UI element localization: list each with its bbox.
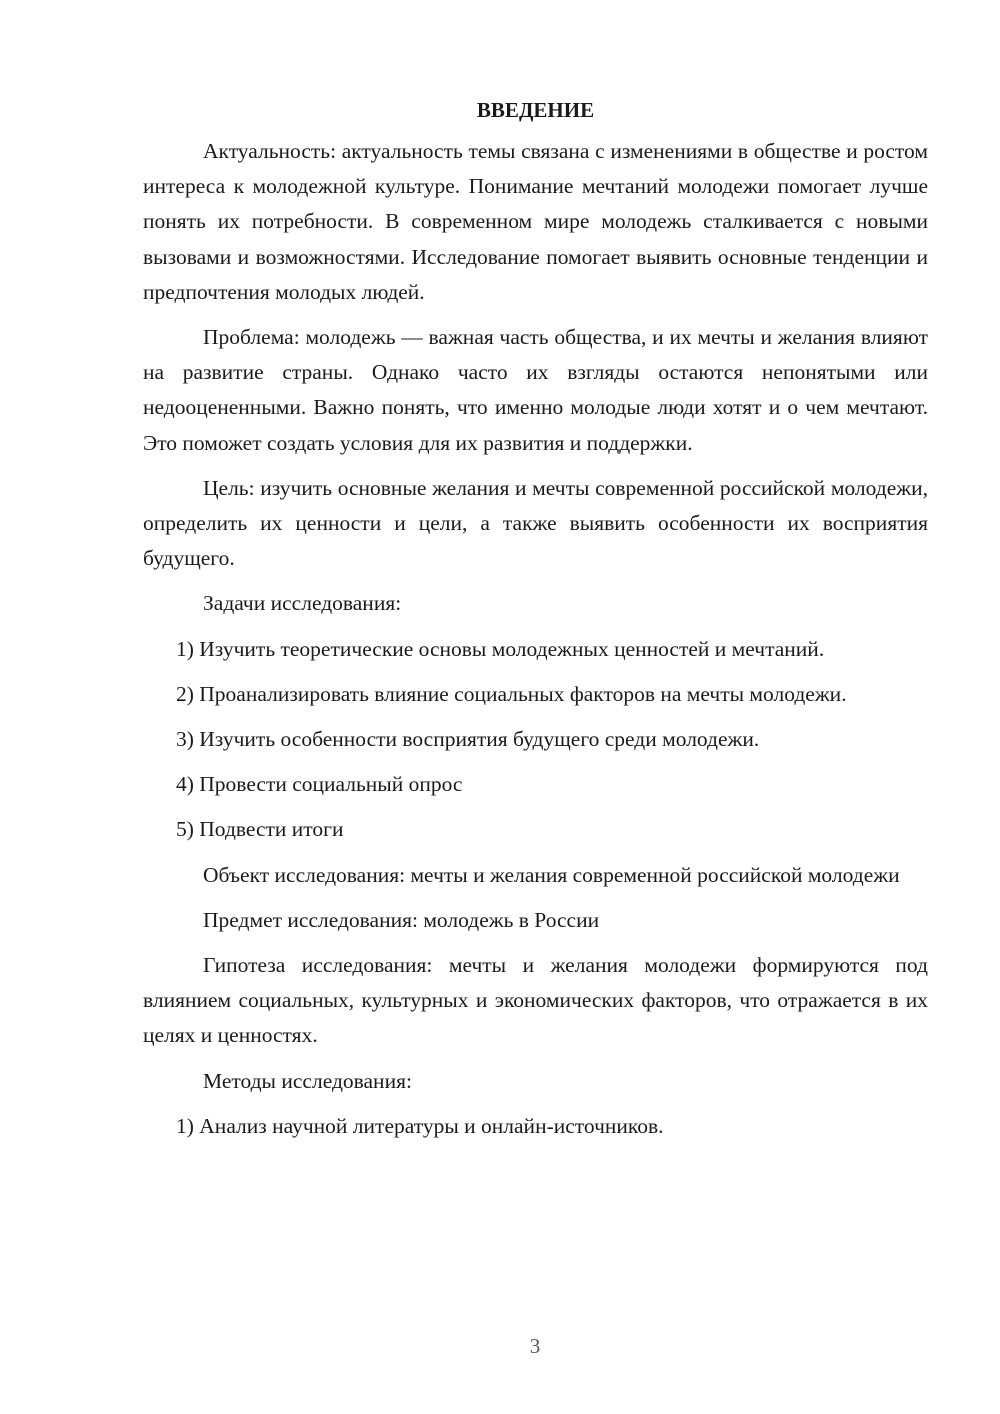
task-item: 2) Проанализировать влияние социальных факторов на мечты молодежи. xyxy=(176,681,847,706)
method-item: 1) Анализ научной литературы и онлайн-источников. xyxy=(176,1113,664,1138)
subject-paragraph: Предмет исследования: молодежь в России xyxy=(203,907,600,932)
hypothesis-paragraph: Гипотеза исследования: мечты и желания молодежи формируются под влиянием социальных, культурных и экономических факторов, что отражается в их целях и ценностях. xyxy=(143,953,928,1048)
tasks-heading: Задачи исследования: xyxy=(203,591,402,616)
section-title: ВВЕДЕНИЕ xyxy=(476,98,595,122)
document-page xyxy=(143,98,928,1154)
methods-heading: Методы исследования: xyxy=(203,1068,412,1093)
goal-paragraph: Цель: изучить основные желания и мечты современной российской молодежи, определить их ценности и цели, а также выявить особенности их восприятия будущего. xyxy=(143,475,928,571)
page-number: 3 xyxy=(529,1334,541,1358)
task-item: 3) Изучить особенности восприятия будущего среди молодежи. xyxy=(176,727,760,752)
object-paragraph: Объект исследования: мечты и желания современной российской молодежи xyxy=(203,862,900,887)
relevance-paragraph: Актуальность: актуальность темы связана с изменениями в обществе и ростом интереса к молодежной культуре. Понимание мечтаний молодежи помогает лучше понять их потребности. В современном мире молодежь сталкивается с новыми вызовами и возможностями. Исследование помогает выявить основные тенденции и предпочтения молодых людей. xyxy=(143,139,928,304)
task-item: 1) Изучить теоретические основы молодежных ценностей и мечтаний. xyxy=(176,636,825,661)
task-item: 4) Провести социальный опрос xyxy=(176,772,463,797)
problem-paragraph: Проблема: молодежь — важная часть общества, и их мечты и желания влияют на развитие страны. Однако часто их взгляды остаются непонятыми или недооцененными. Важно понять, что именно молодые люди хотят и о чем мечтают. Это поможет создать условия для их развития и поддержки. xyxy=(143,325,928,455)
task-item: 5) Подвести итоги xyxy=(176,817,344,842)
